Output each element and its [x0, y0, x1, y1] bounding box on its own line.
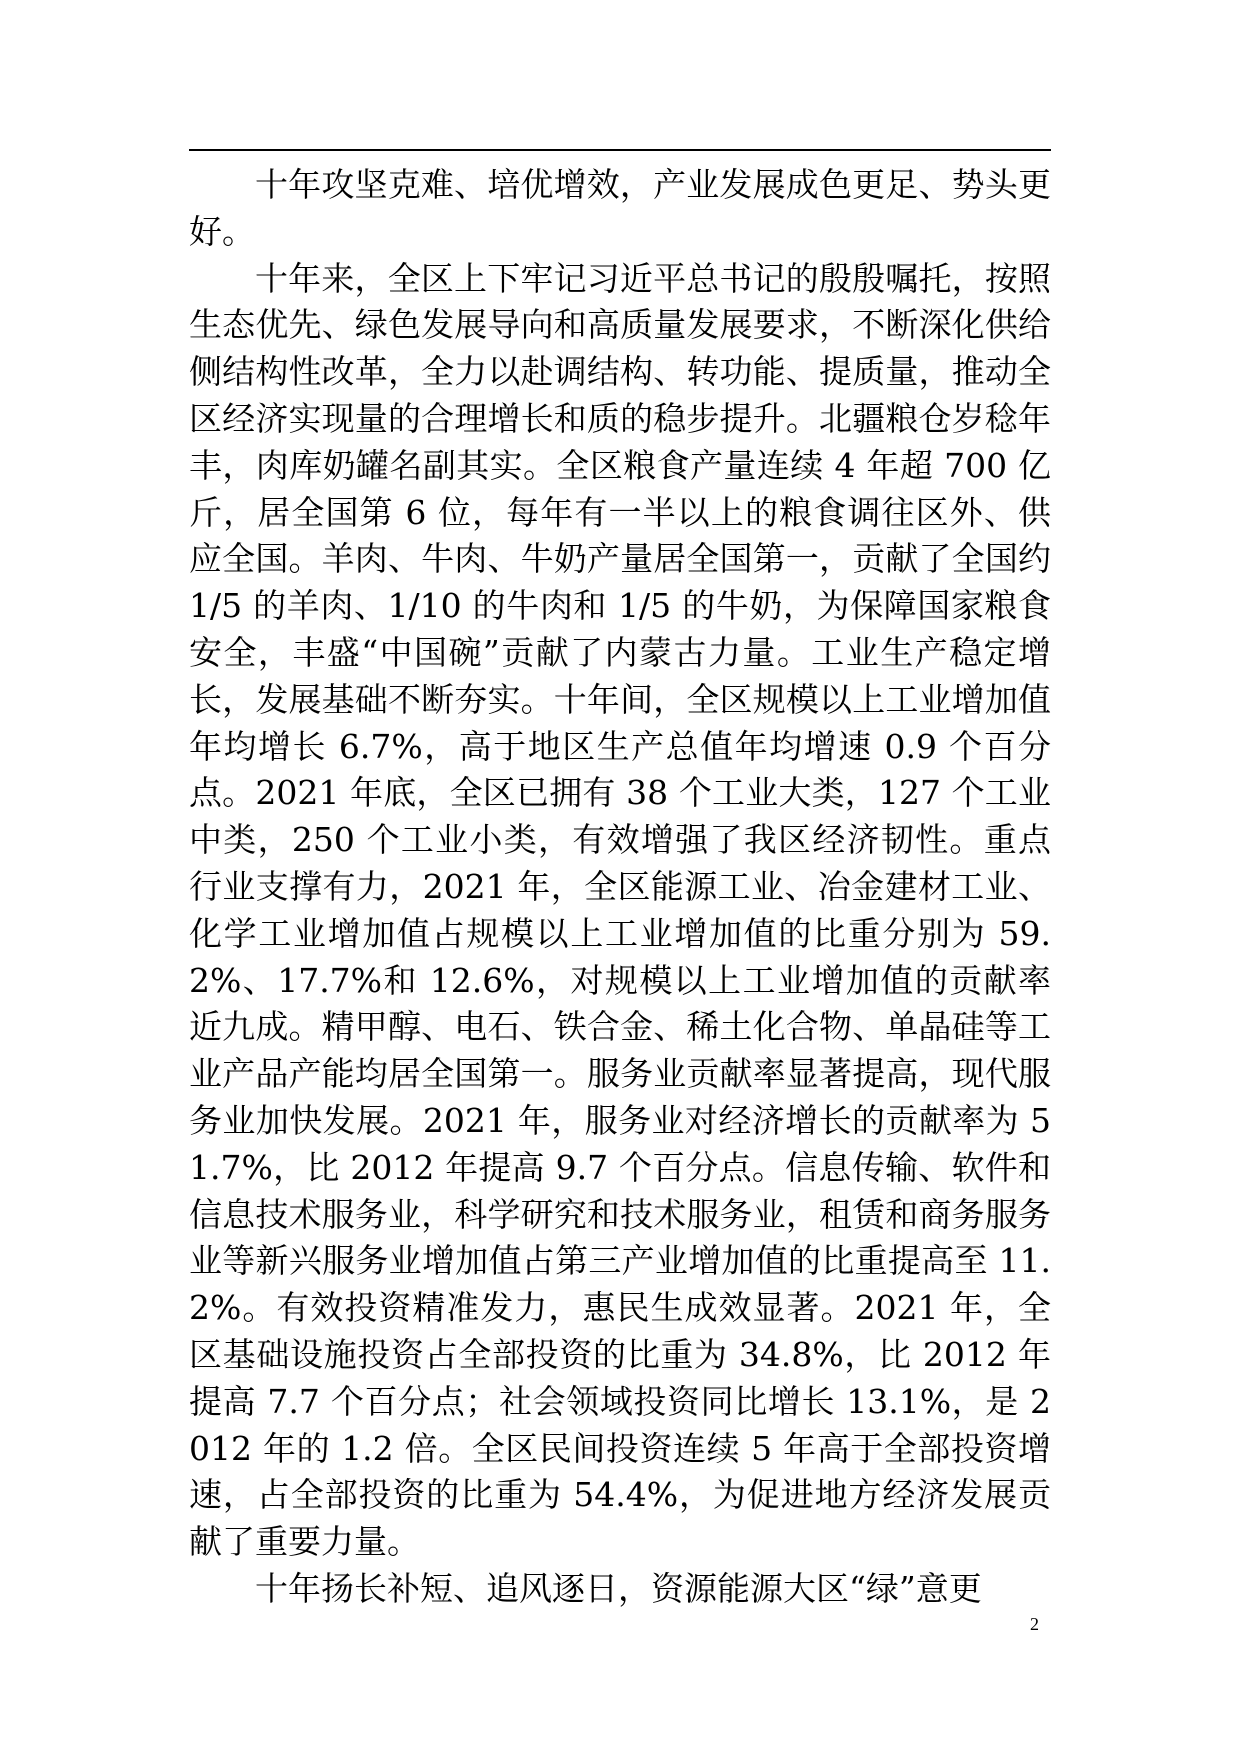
header-rule	[189, 149, 1051, 151]
document-body	[189, 162, 1051, 1613]
paragraph-energy-intro: 十年扬长补短、追风逐日，资源能源大区“绿”意更	[255, 1568, 982, 1608]
paragraph-industry-details: 十年来，全区上下牢记习近平总书记的殷殷嘱托，按照生态优先、绿色发展导向和高质量发展要求，不断深化供给侧结构性改革，全力以赴调结构、转功能、提质量，推动全区经济实现量的合理增长和质的稳步提升。北疆粮仓岁稔年丰，肉库奶罐名副其实。全区粮食产量连续 4 年超 700 亿斤，居全国第 6 位，每年有一半以上的粮食调往区外、供应全国。羊肉、牛肉、牛奶产量居全国第一，贡献了全国约 1/5 的羊肉、1/10 的牛肉和 1/5 的牛奶，为保障国家粮食安全，丰盛“中国碗”贡献了内蒙古力量。工业生产稳定增长，发展基础不断夯实。十年间，全区规模以上工业增加值年均增长 6.7%，高于地区生产总值年均增速 0.9 个百分点。2021 年底，全区已拥有 38 个工业大类，127 个工业中类，250 个工业小类，有效增强了我区经济韧性。重点行业支撑有力，2021 年，全区能源工业、冶金建材工业、化学工业增加值占规模以上工业增加值的比重分别为 59.2%、17.7%和 12.6%，对规模以上工业增加值的贡献率近九成。精甲醇、电石、铁合金、稀土化合物、单晶硅等工业产品产能均居全国第一。服务业贡献率显著提高，现代服务业加快发展。2021 年，服务业对经济增长的贡献率为 51.7%，比 2012 年提高 9.7 个百分点。信息传输、软件和信息技术服务业，科学研究和技术服务业，租赁和商务服务业等新兴服务业增加值占第三产业增加值的比重提高至 11.2%。有效投资精准发力，惠民生成效显著。2021 年，全区基础设施投资占全部投资的比重为 34.8%，比 2012 年提高 7.7 个百分点；社会领域投资同比增长 13.1%，是 2012 年的 1.2 倍。全区民间投资连续 5 年高于全部投资增速，占全部投资的比重为 54.4%，为促进地方经济发展贡献了重要力量。	[189, 258, 1051, 1562]
page-number: 2	[1030, 1614, 1039, 1634]
paragraph-industry-summary: 十年攻坚克难、培优增效，产业发展成色更足、势头更好。	[189, 165, 1051, 251]
